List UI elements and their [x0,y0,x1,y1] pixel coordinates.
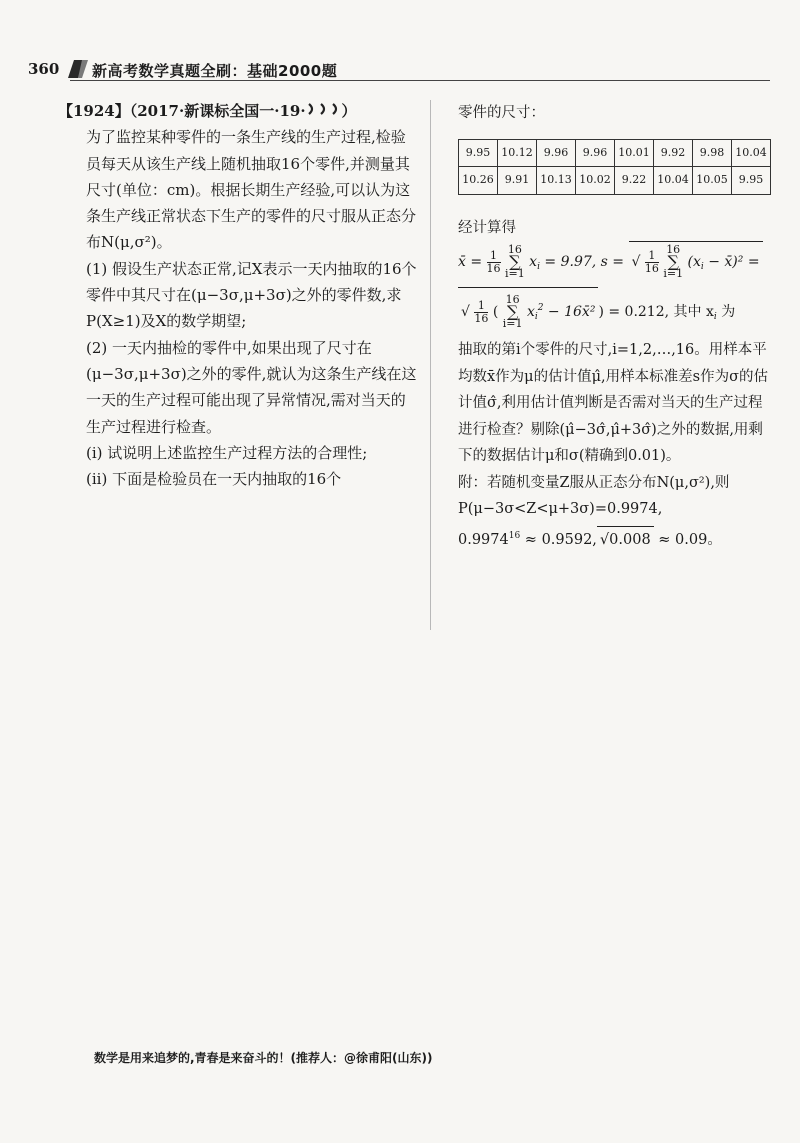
formula-text: x [529,254,538,270]
table-cell: 9.92 [654,139,693,167]
fraction [487,250,501,275]
summation-icon: 16 ∑ i=1 [663,243,684,280]
table-row [459,167,771,195]
appendix-text: ≈ 0.9592, [520,531,597,548]
problem-part-2-i: (i) 试说明上述监控生产过程方法的合理性; [86,443,368,462]
fraction-numerator: 1 [474,300,488,313]
formula-text: (x [687,254,701,270]
problem-right-column [458,100,776,553]
table-cell: 9.95 [732,167,771,195]
formula-mean-std [458,241,776,287]
footer-motto: 数学是用来追梦的,青春是来奋斗的！(推荐人：@徐甫阳(山东)) [94,1051,433,1065]
sum-lower: i=1 [504,267,525,280]
summation-icon: 16 ∑ i=1 [504,243,525,280]
table-row [459,139,771,167]
column-divider [430,100,431,630]
fraction-denominator: 16 [644,261,659,275]
problem-source: （2017·新课标全国一·19· [129,102,306,120]
sqrt-icon: √0.008 [597,526,654,554]
problem-part-1: (1) 假设生产状态正常,记X表示一天内抽取的16个零件中其尺寸在(μ−3σ,μ+3σ)之外的零件数,求P(X≥1)及X的数学期望; [86,259,417,331]
table-cell: 10.04 [732,139,771,167]
table-cell: 10.05 [693,167,732,195]
sum-upper: 16 [666,243,681,256]
table-intro: 零件的尺寸： [458,105,545,121]
table-cell: 10.26 [459,167,498,195]
appendix-text: 0.008 [609,531,651,548]
formula-text: − x̄)² = [708,254,760,270]
problem-part-2: (2) 一天内抽检的零件中,如果出现了尺寸在(μ−3σ,μ+3σ)之外的零件,就认为这条生产线在这一天的生产过程可能出现了异常情况,需对当天的生产过程进行检查。 [86,338,417,436]
fraction-numerator: 1 [487,250,501,263]
appendix-note [458,470,776,554]
problem-intro: 为了监控某种零件的一条生产线的生产过程,检验员每天从该生产线上随机抽取16个零件,并测量其尺寸(单位：cm)。根据长期生产经验,可以认为这条生产线正常状态下生产的零件的尺寸服从正态分布N(μ,σ²)。 [86,128,417,252]
difficulty-rating-icon [306,98,342,124]
table-cell: 10.02 [576,167,615,195]
formula-text: ) = 0.212, 其中 x [598,304,714,320]
appendix-text: 附：若随机变量Z服从正态分布N(μ,σ²),则P(μ−3σ<Z<μ+3σ)=0.9974, [458,474,730,517]
table-cell: 9.98 [693,139,732,167]
sqrt-icon: √ $\frac{1}{16}$ 16 ∑ i=1 ($x_i$ − x̄)² = [629,241,763,287]
table-cell: 9.96 [576,139,615,167]
appendix-text: ≈ 0.09。 [653,531,722,548]
fraction-numerator: 1 [645,250,659,263]
fraction [645,250,659,275]
formula-text: 为 [716,304,736,320]
table-cell: 9.22 [615,167,654,195]
formula-text: − 16x̄² [547,304,596,320]
fraction-denominator: 16 [486,261,501,275]
book-title: 新高考数学真题全刷：基础2000题 [92,62,338,80]
sum-lower: i=1 [502,317,523,330]
superscript: 16 [508,530,521,541]
problem-part-2-ii: (ii) 下面是检验员在一天内抽取的16个 [86,470,342,489]
measurements-table [458,139,771,195]
table-cell: 10.04 [654,167,693,195]
table-cell: 10.12 [498,139,537,167]
header-rule [70,80,770,81]
table-cell: 9.96 [537,139,576,167]
summation-icon: 16 ∑ i=1 [502,293,523,330]
subscript: i [713,312,717,322]
table-cell: 9.95 [459,139,498,167]
page-number: 360 [28,60,60,78]
formula-text: x̄ = [458,254,483,270]
sqrt-icon: √ $\frac{1}{16}$ ( 16 ∑ i=1 $x_i^2$ − 16x̄² [458,287,598,337]
formula-text: = 9.97, s = [544,254,625,270]
sum-upper: 16 [505,293,520,306]
subscript: i [534,312,538,322]
sum-lower: i=1 [663,267,684,280]
fraction [474,300,488,325]
subscript: i [537,262,540,272]
formula-text: x [526,304,535,320]
superscript: 2 [537,303,544,313]
problem-continuation: 抽取的第i个零件的尺寸,i=1,2,…,16。用样本平均数x̄作为μ的估计值μ̂,用样本标准差s作为σ的估计值σ̂,利用估计值判断是否需对当天的生产过程进行检查？剔除(μ̂−3σ̂,μ̂+3σ̂)之外的数据,用剩下的数据估计μ和σ(精确到0.01)。 [458,342,768,464]
table-cell: 9.91 [498,167,537,195]
problem-number: 【1924】 [58,102,130,120]
subscript: i [700,262,704,272]
calc-label: 经计算得 [458,219,516,236]
table-cell: 10.13 [537,167,576,195]
problem-left-column [58,98,418,492]
appendix-text: 0.9974 [458,531,509,548]
table-cell: 10.01 [615,139,654,167]
sum-upper: 16 [507,243,522,256]
fraction-denominator: 16 [474,311,489,325]
formula-std-alt [458,287,776,337]
header-slash-icon [66,58,90,80]
problem-source-close: ） [341,102,357,120]
